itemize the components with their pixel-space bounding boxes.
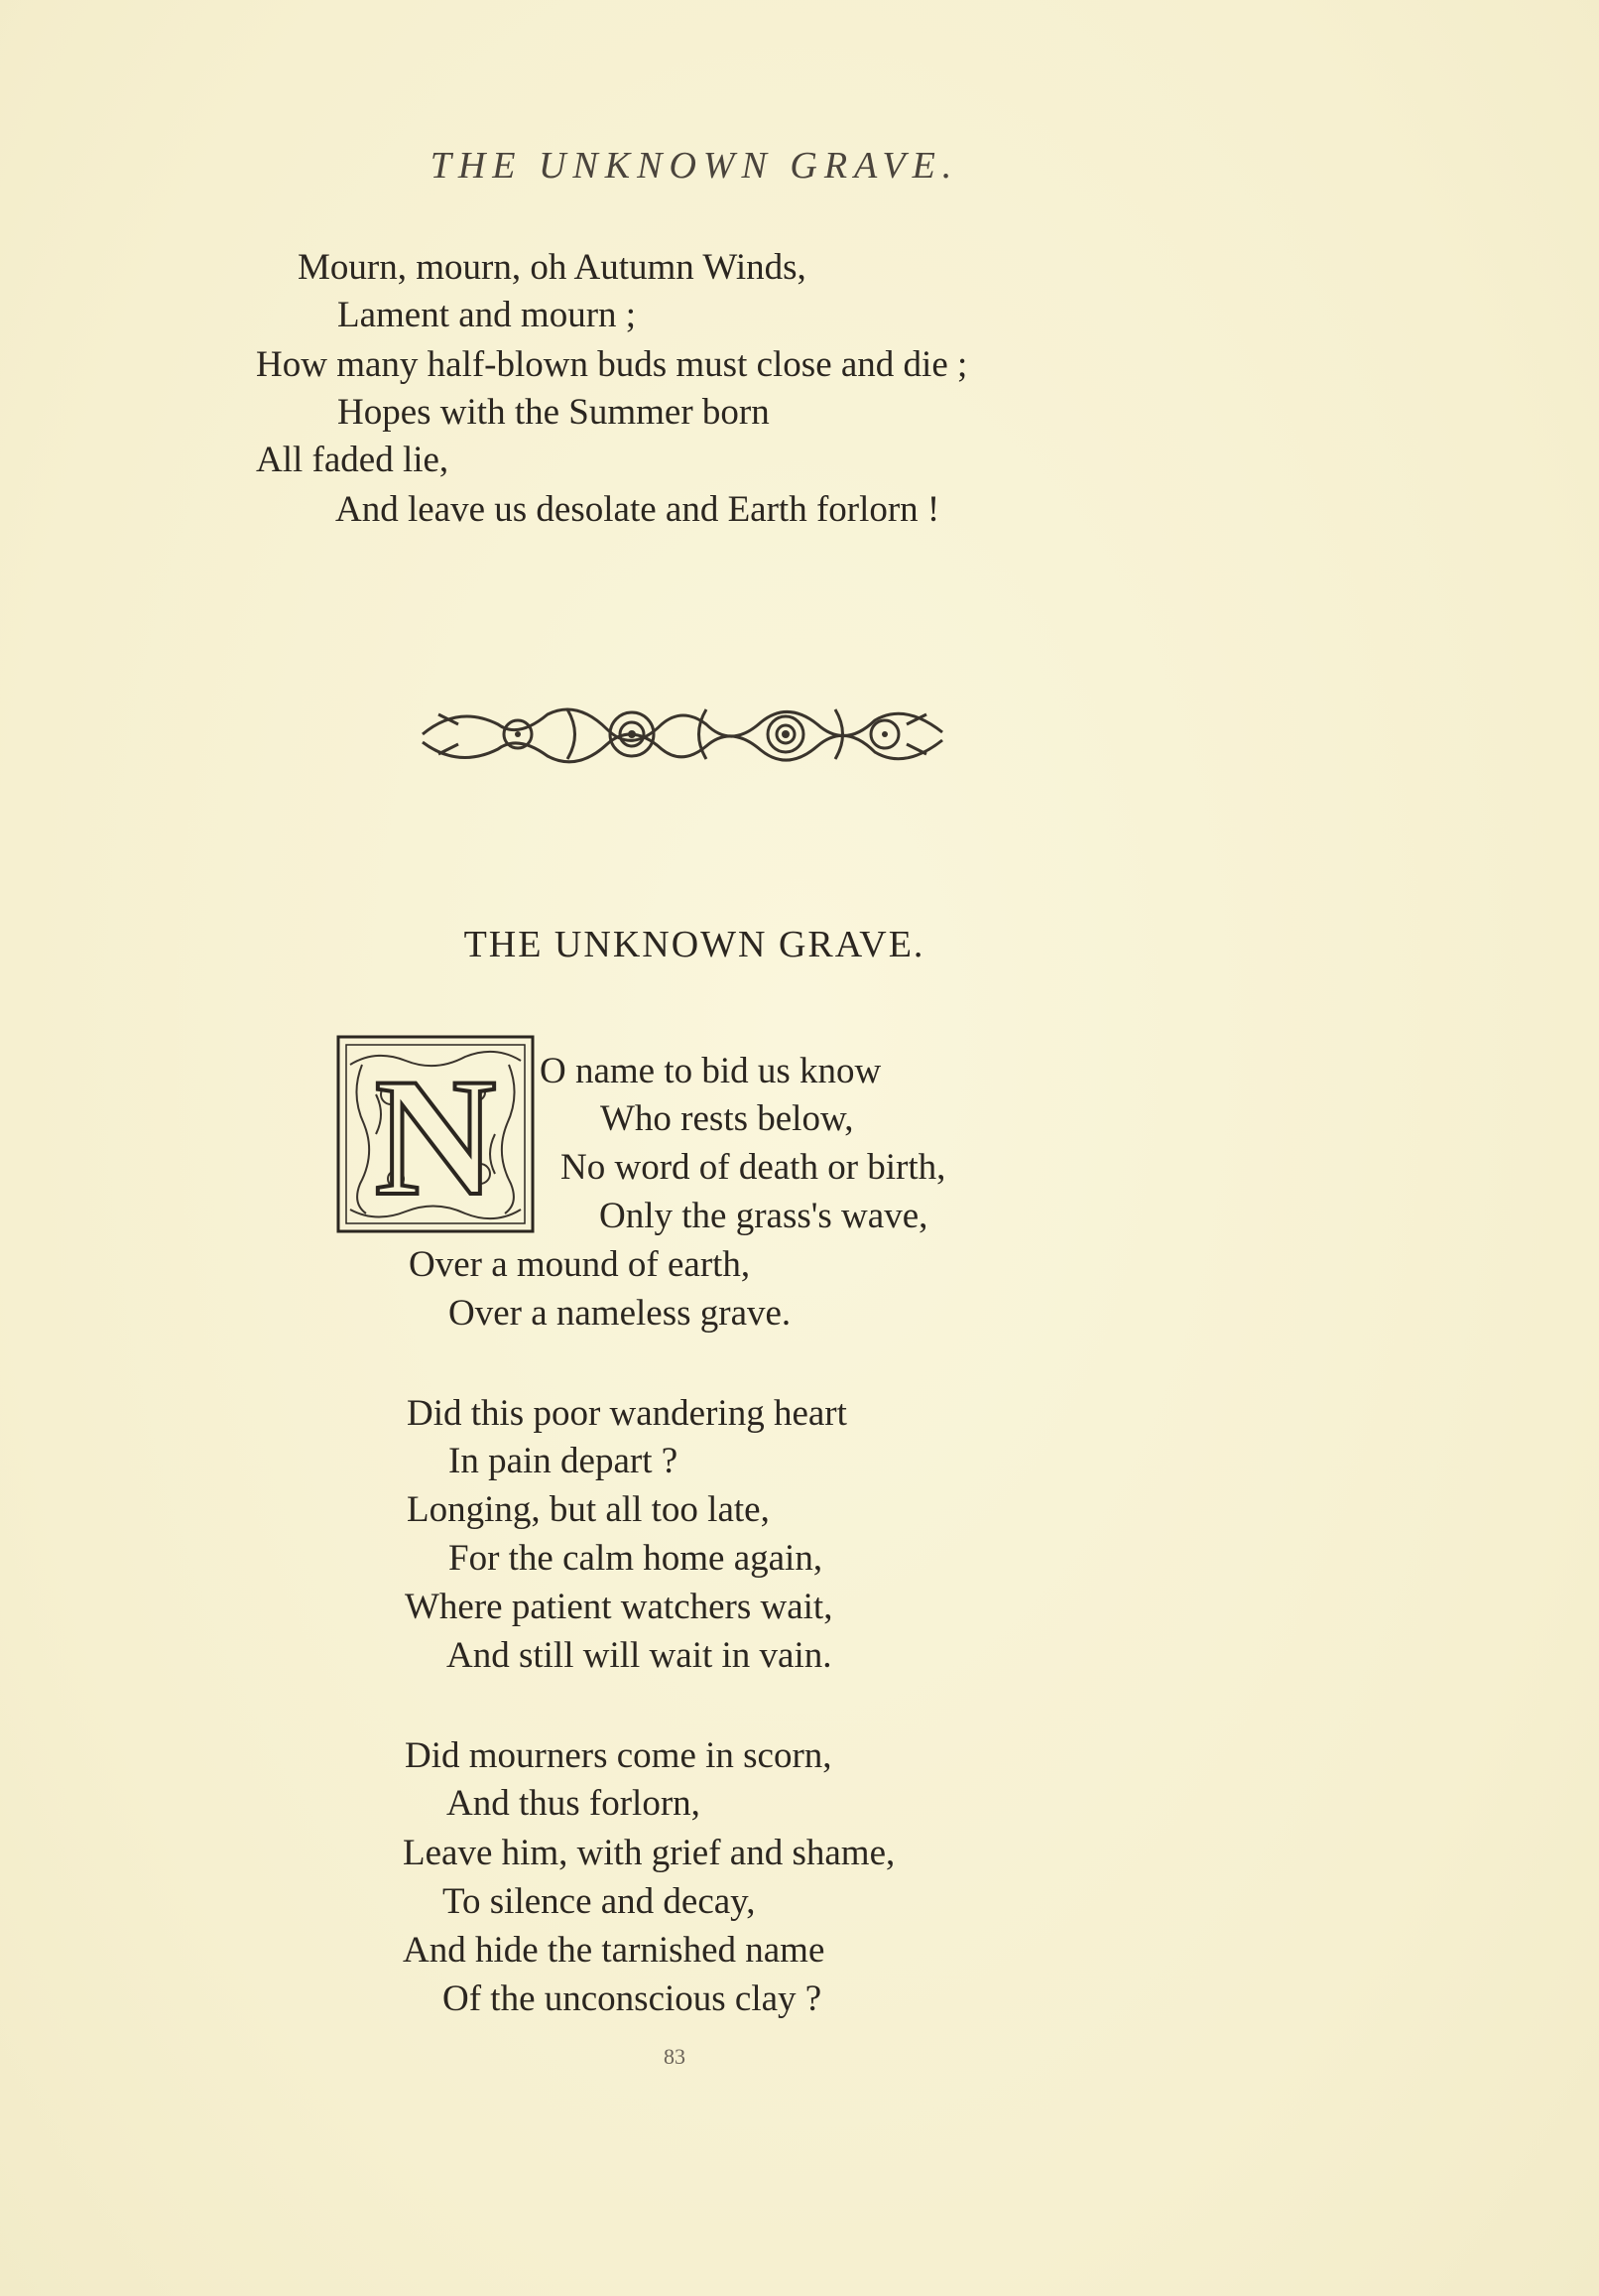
poem-line: Lament and mourn ;: [337, 295, 637, 335]
poem-line: Did mourners come in scorn,: [405, 1735, 832, 1776]
drop-cap-ornament: [336, 1035, 535, 1233]
poem-line: Over a mound of earth,: [409, 1244, 751, 1285]
poem-line: O name to bid us know: [540, 1051, 882, 1091]
poem-title: THE UNKNOWN GRAVE.: [463, 924, 925, 965]
poem-line: Longing, but all too late,: [407, 1489, 770, 1530]
poem-line: In pain depart ?: [448, 1441, 678, 1481]
drop-cap-letter: N: [374, 1044, 497, 1230]
poem-line: Hopes with the Summer born: [337, 392, 770, 433]
poem-line: And still will wait in vain.: [446, 1635, 832, 1676]
poem-line: Over a nameless grave.: [448, 1293, 792, 1334]
poem-line: And hide the tarnished name: [403, 1930, 825, 1971]
poem-line: Leave him, with grief and shame,: [403, 1833, 896, 1873]
poem-line: Who rests below,: [600, 1098, 854, 1139]
poem-line: How many half-blown buds must close and die ;: [256, 344, 968, 385]
poem-line: And thus forlorn,: [446, 1783, 700, 1824]
poem-line: Where patient watchers wait,: [405, 1587, 833, 1627]
poem-line: To silence and decay,: [442, 1881, 756, 1922]
floral-ornament-icon: [419, 695, 946, 774]
poem-line: No word of death or birth,: [560, 1147, 946, 1188]
poem-line: All faded lie,: [256, 440, 449, 480]
poem-line: Mourn, mourn, oh Autumn Winds,: [298, 247, 806, 288]
poem-line: For the calm home again,: [448, 1538, 823, 1579]
running-head: THE UNKNOWN GRAVE.: [430, 145, 959, 187]
poem-line: Did this poor wandering heart: [407, 1393, 847, 1434]
poem-line: And leave us desolate and Earth forlorn !: [335, 489, 940, 530]
poem-line: Of the unconscious clay ?: [442, 1978, 822, 2019]
page-number: 83: [664, 2044, 685, 2069]
poem-line: Only the grass's wave,: [599, 1196, 928, 1236]
